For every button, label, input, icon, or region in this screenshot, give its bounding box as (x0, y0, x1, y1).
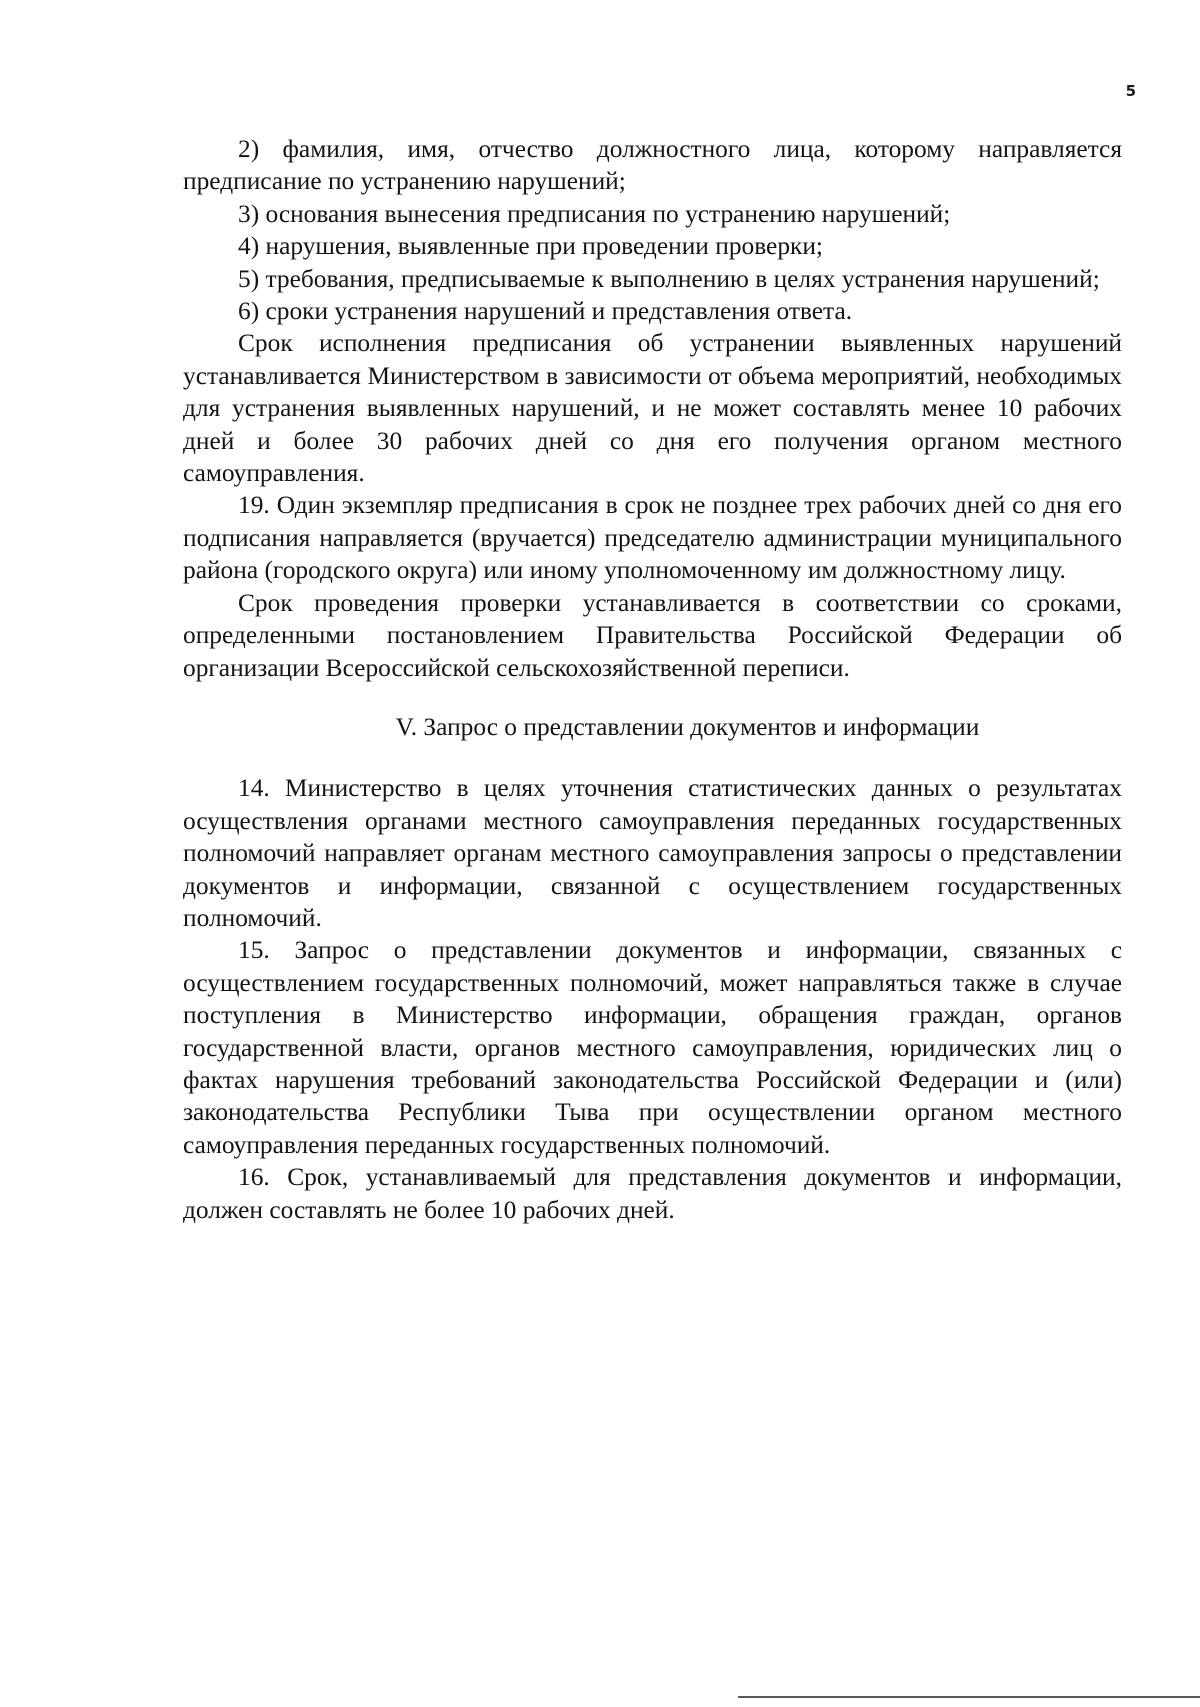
paragraph: 4) нарушения, выявленные при проведении проверки; (238, 232, 823, 261)
paragraph: Срок исполнения предписания об устранении выявленных нарушений устанавливается Министерством в зависимости от объема мероприятий, необходимых для устранения выявленных нарушений, и не может составлять менее 10 рабочих дней и более 30 рабочих дней со дня его получения органом местного самоуправления. (183, 329, 1122, 488)
section-heading: V. Запрос о представлении документов и информации (395, 712, 980, 741)
paragraph: Срок проведения проверки устанавливается в соответствии со сроками, определенными постановлением Правительства Российской Федерации об организации Всероссийской сельскохозяйственной переписи. (183, 588, 1122, 682)
paragraph: 14. Министерство в целях уточнения статистических данных о результатах осуществления органами местного самоуправления переданных государственных полномочий направляет органам местного самоуправления запросы о представлении документов и информации, связанной с осуществлением государственных полномочий. (183, 774, 1122, 932)
paragraph: 6) сроки устранения нарушений и представления ответа. (238, 297, 853, 326)
document-body (183, 133, 1122, 1226)
paragraph: 2) фамилия, имя, отчество должностного лица, которому направляется предписание по устранению нарушений; (183, 135, 1122, 196)
paragraph: 16. Срок, устанавливаемый для представления документов и информации, должен составлять не более 10 рабочих дней. (183, 1163, 1122, 1224)
paragraph: 19. Один экземпляр предписания в срок не позднее трех рабочих дней со дня его подписания направляется (вручается) председателю администрации муниципального района (городского округа) или иному уполномоченному им должностному лицу. (183, 491, 1122, 585)
bottom-rule (738, 1696, 1200, 1698)
paragraph: 3) основания вынесения предписания по устранению нарушений; (238, 199, 951, 228)
paragraph: 15. Запрос о представлении документов и информации, связанных с осуществлением государственных полномочий, может направляться также в случае поступления в Министерство информации, обращения граждан, органов государственной власти, органов местного самоуправления, юридических лиц о фактах нарушения требований законодательства Российской Федерации и (или) законодательства Республики Тыва при осуществлении органом местного самоуправления переданных государственных полномочий. (183, 936, 1122, 1159)
page-number: 5 (1125, 82, 1136, 100)
paragraph: 5) требования, предписываемые к выполнению в целях устранения нарушений; (238, 264, 1100, 293)
